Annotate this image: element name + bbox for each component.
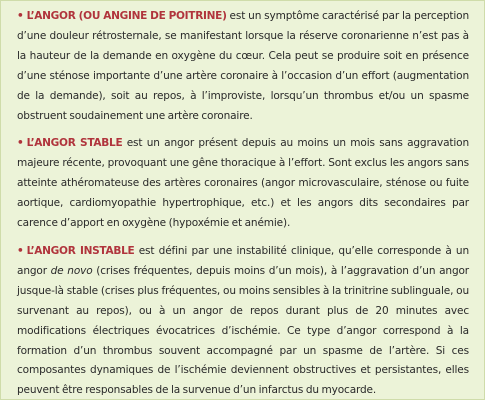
paragraph-angor-stable [17, 134, 469, 234]
paragraph-text: est défini par une instabilité clinique, qu’elle corresponde à un angor [17, 244, 470, 277]
term-angor-stable: L’ANGOR STABLE [26, 137, 123, 150]
italic-term: de novo [50, 264, 93, 277]
paragraph-text: est un angor présent depuis au moins un mois sans aggravation majeure récente, provoquant une gêne thoracique à l’effort. Sont exclus les angors sans atteinte athéromateuse des artères coronaires (angor microvasculaire, sténose ou fuite aortique, cardiomyopathie hypertrophique, etc.) et les angors dits secondaires par carence d’apport en oxygène (hypoxémie et anémie). [17, 137, 469, 230]
paragraph-text: (crises fréquentes, depuis moins d’un mois), à l’aggravation d’un angor jusque-là stable (crises plus fréquentes, ou moins sensibles à la trinitrine sublinguale, ou survenant au repos), ou à un angor de repos durant plus de 20 minutes avec modifications électriques évocatrices d’ischémie. Ce type d’angor correspond à la formation d’un thrombus souvent accompagné par un spasme de l’artère. Si ces composantes dynamiques de l’ischémie deviennent obstructives et persistantes, elles peuvent être responsables de la survenue d’un infarctus du myocarde. [17, 264, 469, 397]
bullet-marker: • [17, 137, 24, 150]
bullet-marker: • [17, 244, 24, 257]
paragraph-angor-instable [17, 242, 469, 401]
paragraph-text: est un symptôme caractérisé par la perception d’une douleur rétrosternale, se manifestant lorsque la réserve coronarienne n’est pas à la hauteur de la demande en oxygène du cœur. Cela peut se produire soit en présence d’une sténose importante d’une artère coronaire à l’occasion d’un effort (augmentation de la demande), soit au repos, à l’improviste, lorsqu’un thrombus et/ou un spasme obstruent soudainement une artère coronaire. [17, 10, 469, 122]
paragraph-angor-definition [17, 7, 469, 126]
term-angor-instable: L’ANGOR INSTABLE [26, 244, 135, 257]
term-angor: L’ANGOR (OU ANGINE DE POITRINE) [26, 10, 227, 22]
bullet-marker: • [17, 10, 24, 22]
